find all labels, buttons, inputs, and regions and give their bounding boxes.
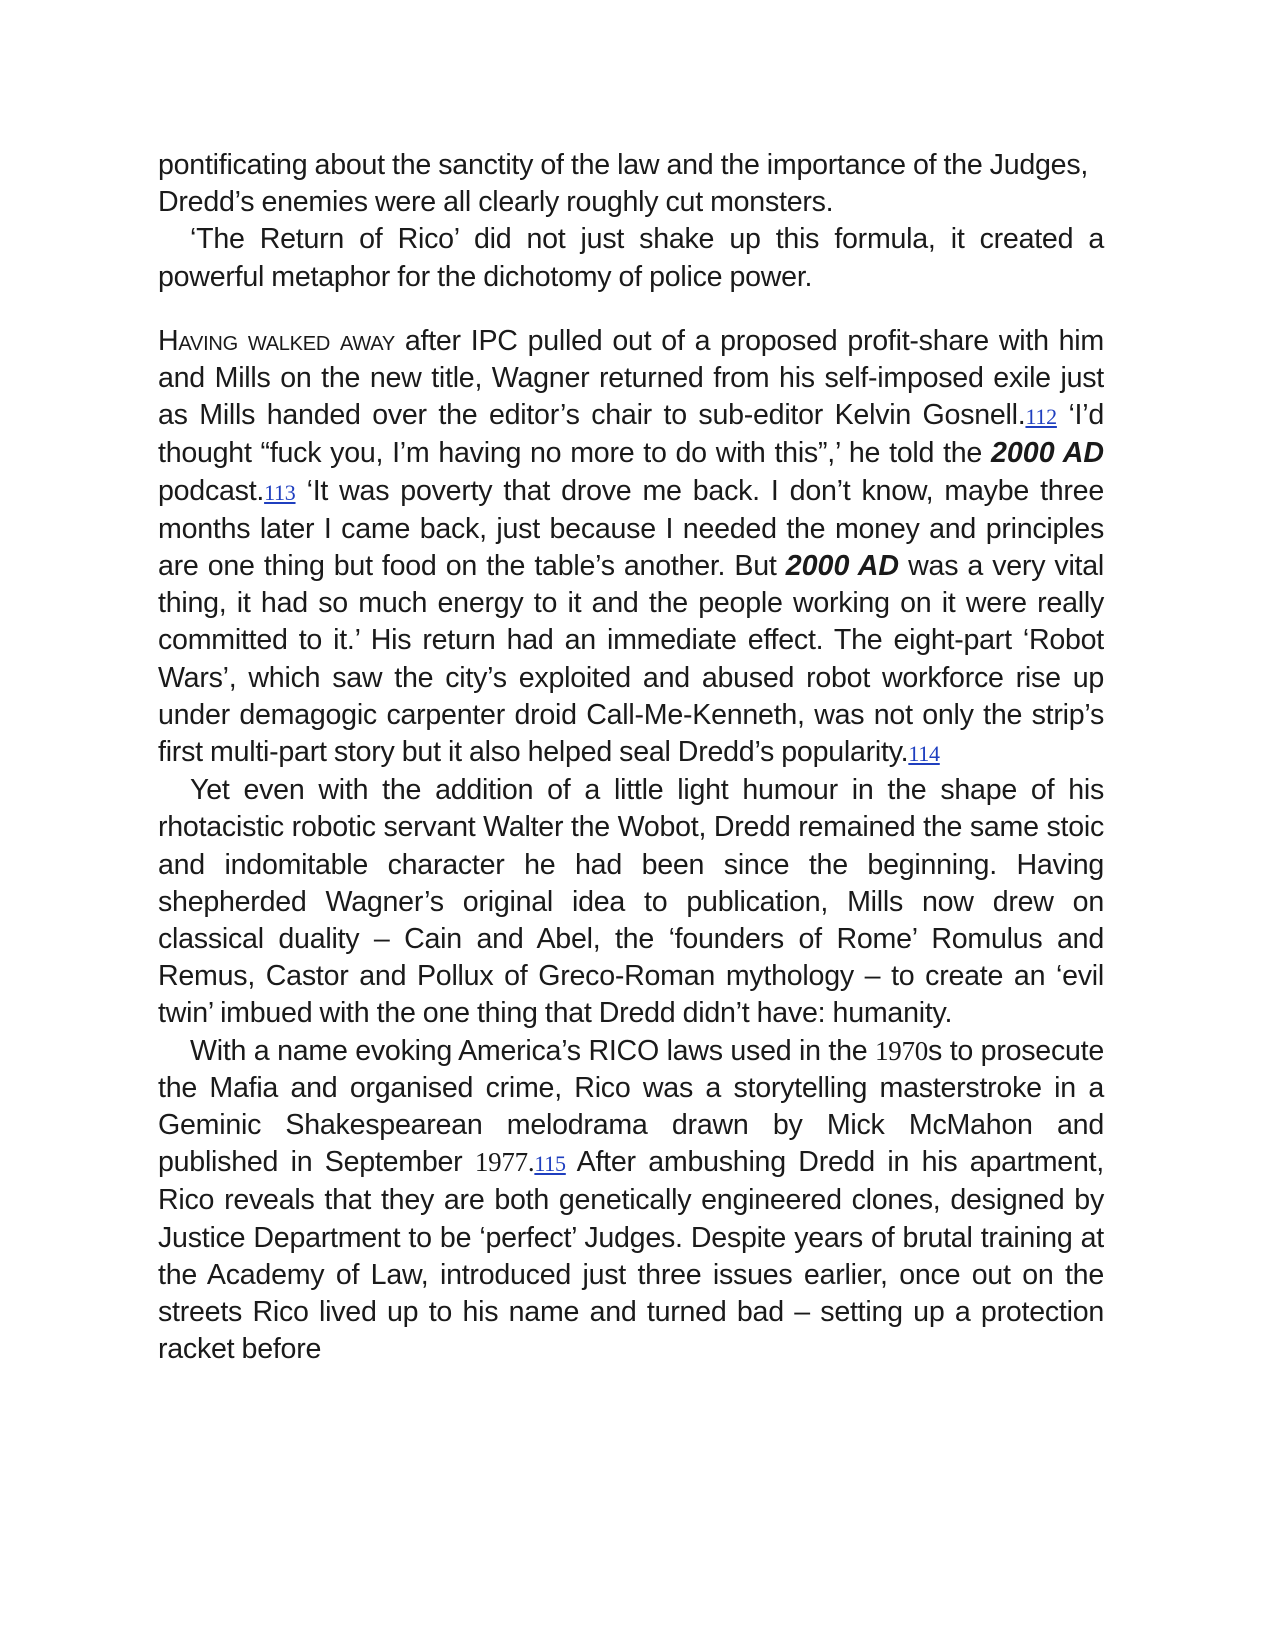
paragraph-5: [158, 1033, 1104, 1369]
paragraph-5-text-3: After ambushing Dredd in his apartment, Rico reveals that they are both genetically engineered clones, designed by Justice Department to be ‘perfect’ Judges. Despite years of brutal training at the Academy of Law, introduced just three issues earlier, once out on the streets Rico lived up to his name and turned bad – setting up a protection racket before: [158, 1146, 1104, 1366]
paragraph-5-text-2: s to prosecute the Mafia and organised crime, Rico was a storytelling masterstroke in a Geminic Shakespearean melodrama drawn by Mick McMahon and published in September: [158, 1034, 1104, 1179]
paragraph-3-text-2: ‘I’d thought “fuck you, I’m having no more to do with this”,’ he told the: [158, 399, 1104, 470]
paragraph-3-text-3: podcast.: [158, 474, 265, 507]
footnote-link-114[interactable]: 114: [908, 741, 940, 767]
book-page: [158, 147, 1104, 1369]
year-number: 1977.: [474, 1147, 535, 1178]
footnote-link-112[interactable]: 112: [1025, 404, 1057, 430]
section-lead-in: Having walked away: [158, 324, 395, 357]
paragraph-3-text-4: ‘It was poverty that drove me back. I don’t know, maybe three months later I came back, just because I needed the money and principles are one thing but food on the table’s another. But: [158, 474, 1104, 583]
paragraph-3: [158, 323, 1104, 772]
footnote-link-113[interactable]: 113: [264, 479, 296, 505]
paragraph-3-text-5: was a very vital thing, it had so much energy to it and the people working on it were really committed to it.’ His return had an immediate effect. The eight-part ‘Robot Wars’, which saw the city’s exploited and abused robot workforce rise up under demagogic carpenter droid Call-Me-Kenneth, was not only the strip’s first multi-part story but it also helped seal Dredd’s popularity.: [158, 550, 1104, 769]
paragraph-3-text-1: after IPC pulled out of a proposed profit-share with him and Mills on the new title, Wagner returned from his self-imposed exile just as Mills handed over the editor’s chair to sub-editor Kelvin Gosnell.: [158, 324, 1104, 432]
paragraph-2: ‘The Return of Rico’ did not just shake up this formula, it created a powerful metaphor for the dichotomy of police power.: [158, 223, 1104, 293]
publication-title: 2000 AD: [785, 550, 899, 583]
paragraph-1: pontificating about the sanctity of the law and the importance of the Judges, Dredd’s enemies were all clearly roughly cut monsters.: [158, 149, 1089, 219]
year-number: 1970: [875, 1035, 929, 1066]
footnote-link-115[interactable]: 115: [534, 1151, 566, 1177]
paragraph-5-text-1: With a name evoking America’s RICO laws used in the: [190, 1034, 876, 1067]
publication-title: 2000 AD: [991, 437, 1104, 470]
paragraph-4: Yet even with the addition of a little light humour in the shape of his rhotacistic robotic servant Walter the Wobot, Dredd remained the same stoic and indomitable character he had been since the beginning. Having shepherded Wagner’s original idea to publication, Mills now drew on classical duality – Cain and Abel, the ‘founders of Rome’ Romulus and Remus, Castor and Pollux of Greco-Roman mythology – to create an ‘evil twin’ imbued with the one thing that Dredd didn’t have: humanity.: [158, 774, 1104, 1030]
